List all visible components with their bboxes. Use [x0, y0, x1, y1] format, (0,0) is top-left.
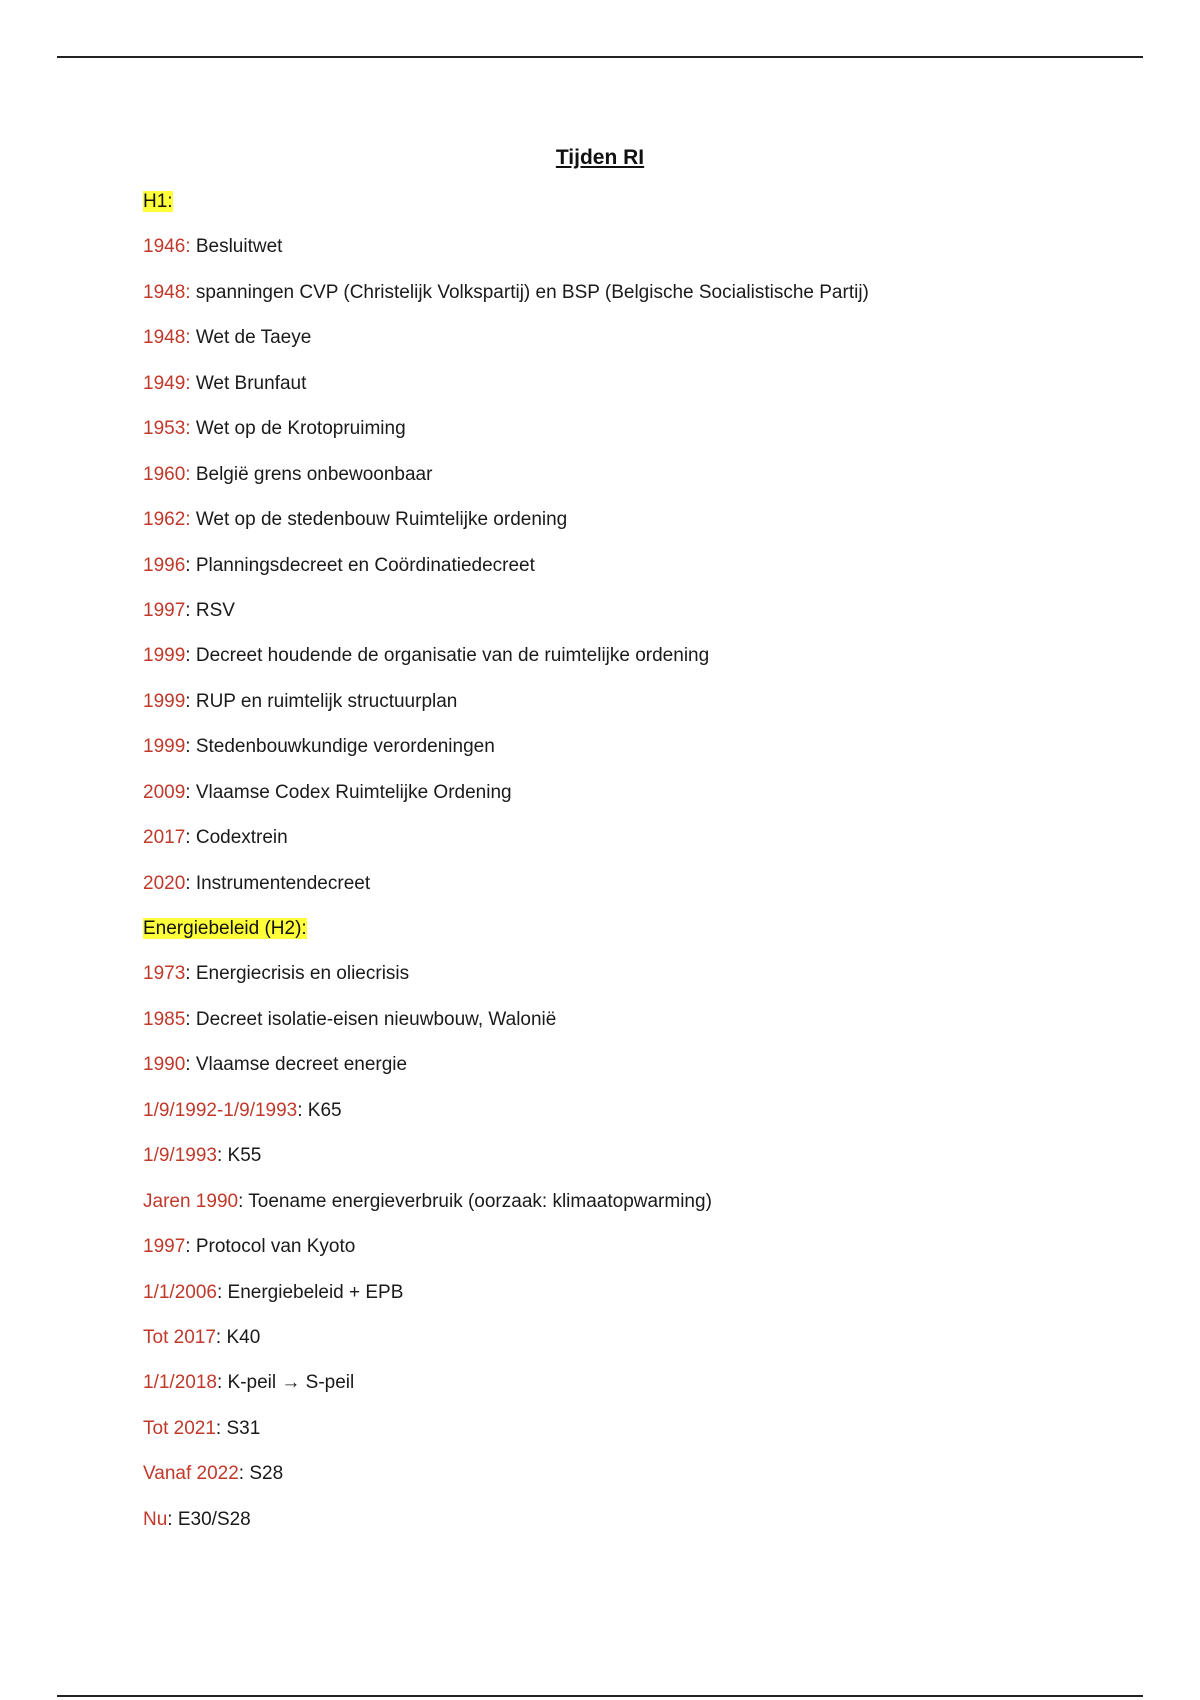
entry-separator: :: [238, 1190, 244, 1212]
entry-date: 1948:: [143, 327, 191, 349]
timeline-entry: [143, 554, 1133, 599]
timeline-entry: [143, 508, 1133, 553]
entry-date: 1953:: [143, 418, 191, 440]
timeline-entry: [143, 463, 1133, 508]
entry-separator: :: [185, 736, 191, 758]
entry-description: S28: [244, 1463, 284, 1485]
timeline-entry: [143, 962, 1133, 1007]
entry-description: E30/S28: [172, 1508, 251, 1530]
entry-date: 1996: [143, 554, 186, 576]
entry-description: Instrumentendecreet: [190, 872, 371, 894]
entry-description: Wet op de stedenbouw Ruimtelijke ordening: [190, 509, 568, 531]
entry-date: 1/1/2018: [143, 1372, 217, 1394]
entry-date: Jaren 1990: [143, 1190, 239, 1212]
timeline-entry: [143, 644, 1133, 689]
entry-description: Energiebeleid + EPB: [222, 1281, 404, 1303]
timeline-entry: [143, 1099, 1133, 1144]
entry-separator: :: [185, 554, 191, 576]
entry-description: Toename energieverbruik (oorzaak: klimaatopwarming): [243, 1190, 712, 1212]
entry-description: spanningen CVP (Christelijk Volkspartij) en BSP (Belgische Socialistische Partij): [190, 281, 869, 303]
section-heading-text: Energiebeleid (H2):: [143, 918, 307, 939]
entry-separator: :: [185, 599, 191, 621]
entry-separator: :: [297, 1099, 303, 1121]
entry-date: 1962:: [143, 509, 191, 531]
section-heading: [143, 190, 1133, 235]
timeline-entry: [143, 1235, 1133, 1280]
section-heading: [143, 917, 1133, 962]
entry-date: 1999: [143, 736, 186, 758]
timeline-entry: [143, 1508, 1133, 1553]
timeline-entry: [143, 1462, 1133, 1507]
entry-separator: :: [185, 690, 191, 712]
timeline-entry: [143, 281, 1133, 326]
entry-description: België grens onbewoonbaar: [190, 463, 433, 485]
entry-separator: :: [216, 1281, 223, 1303]
timeline-entry: [143, 599, 1133, 644]
entry-date: 1960:: [143, 463, 191, 485]
entry-separator: :: [185, 872, 191, 894]
entry-separator: :: [215, 1326, 222, 1348]
entry-description: Stedenbouwkundige verordeningen: [190, 736, 495, 758]
entry-date: 1990: [143, 1054, 186, 1076]
entry-description: Planningsdecreet en Coördinatiedecreet: [190, 554, 535, 576]
timeline-entry: [143, 826, 1133, 871]
entry-description: Vlaamse Codex Ruimtelijke Ordening: [190, 781, 512, 803]
entry-date: Nu: [143, 1508, 168, 1530]
entry-date: Tot 2017: [143, 1326, 216, 1348]
timeline-entry: [143, 1144, 1133, 1189]
entry-description: Wet op de Krotopruiming: [190, 418, 406, 440]
timeline-entry: [143, 1008, 1133, 1053]
entry-date: 1999: [143, 645, 186, 667]
entry-description: RSV: [190, 599, 235, 621]
timeline-entry: [143, 417, 1133, 462]
entry-date: 2017: [143, 827, 186, 849]
bottom-rule: [57, 1695, 1143, 1697]
entry-separator: :: [215, 1417, 222, 1439]
timeline-entry: [143, 1281, 1133, 1326]
entry-description: RUP en ruimtelijk structuurplan: [190, 690, 458, 712]
timeline-entry: [143, 372, 1133, 417]
entry-separator: :: [238, 1463, 245, 1485]
section-heading-text: H1:: [143, 191, 173, 212]
timeline-list: [143, 190, 1133, 1553]
entry-description: K-peil → S-peil: [222, 1372, 355, 1394]
entry-separator: :: [185, 1008, 191, 1030]
entry-description: S31: [221, 1417, 261, 1439]
entry-separator: :: [167, 1508, 173, 1530]
entry-date: 1973: [143, 963, 186, 985]
timeline-entry: [143, 1190, 1133, 1235]
entry-date: 1/1/2006: [143, 1281, 217, 1303]
entry-date: 2020: [143, 872, 186, 894]
entry-separator: :: [185, 1054, 191, 1076]
timeline-entry: [143, 1417, 1133, 1462]
entry-description: Energiecrisis en oliecrisis: [190, 963, 410, 985]
timeline-entry: [143, 1053, 1133, 1098]
entry-description: Decreet houdende de organisatie van de ruimtelijke ordening: [190, 645, 710, 667]
entry-description: Vlaamse decreet energie: [190, 1054, 408, 1076]
entry-separator: :: [185, 827, 191, 849]
entry-date: 1948:: [143, 281, 191, 303]
entry-date: 1949:: [143, 372, 191, 394]
entry-date: 1997: [143, 1236, 186, 1258]
timeline-entry: [143, 326, 1133, 371]
entry-date: 1997: [143, 599, 186, 621]
timeline-entry: [143, 872, 1133, 917]
entry-separator: :: [216, 1145, 223, 1167]
entry-date: 1946:: [143, 236, 191, 258]
entry-date: 1/9/1992-1/9/1993: [143, 1099, 298, 1121]
timeline-entry: [143, 235, 1133, 280]
entry-separator: :: [185, 1236, 191, 1258]
entry-date: Tot 2021: [143, 1417, 216, 1439]
entry-description: Decreet isolatie-eisen nieuwbouw, Walonië: [190, 1008, 557, 1030]
entry-description: Wet de Taeye: [190, 327, 312, 349]
entry-separator: :: [185, 645, 191, 667]
top-rule: [57, 56, 1143, 58]
entry-description: K55: [222, 1145, 262, 1167]
timeline-entry: [143, 1326, 1133, 1371]
entry-separator: :: [185, 781, 191, 803]
entry-description: K65: [302, 1099, 342, 1121]
entry-description: Protocol van Kyoto: [190, 1236, 356, 1258]
entry-date: 2009: [143, 781, 186, 803]
timeline-entry: [143, 1371, 1133, 1416]
timeline-entry: [143, 781, 1133, 826]
entry-description: Besluitwet: [190, 236, 283, 258]
entry-date: 1/9/1993: [143, 1145, 217, 1167]
entry-date: 1999: [143, 690, 186, 712]
entry-description: Wet Brunfaut: [190, 372, 307, 394]
timeline-entry: [143, 735, 1133, 780]
entry-description: K40: [221, 1326, 261, 1348]
timeline-entry: [143, 690, 1133, 735]
entry-separator: :: [185, 963, 191, 985]
entry-date: Vanaf 2022: [143, 1463, 239, 1485]
document-title: Tijden RI: [555, 146, 645, 169]
entry-description: Codextrein: [190, 827, 288, 849]
entry-date: 1985: [143, 1008, 186, 1030]
entry-separator: :: [216, 1372, 223, 1394]
